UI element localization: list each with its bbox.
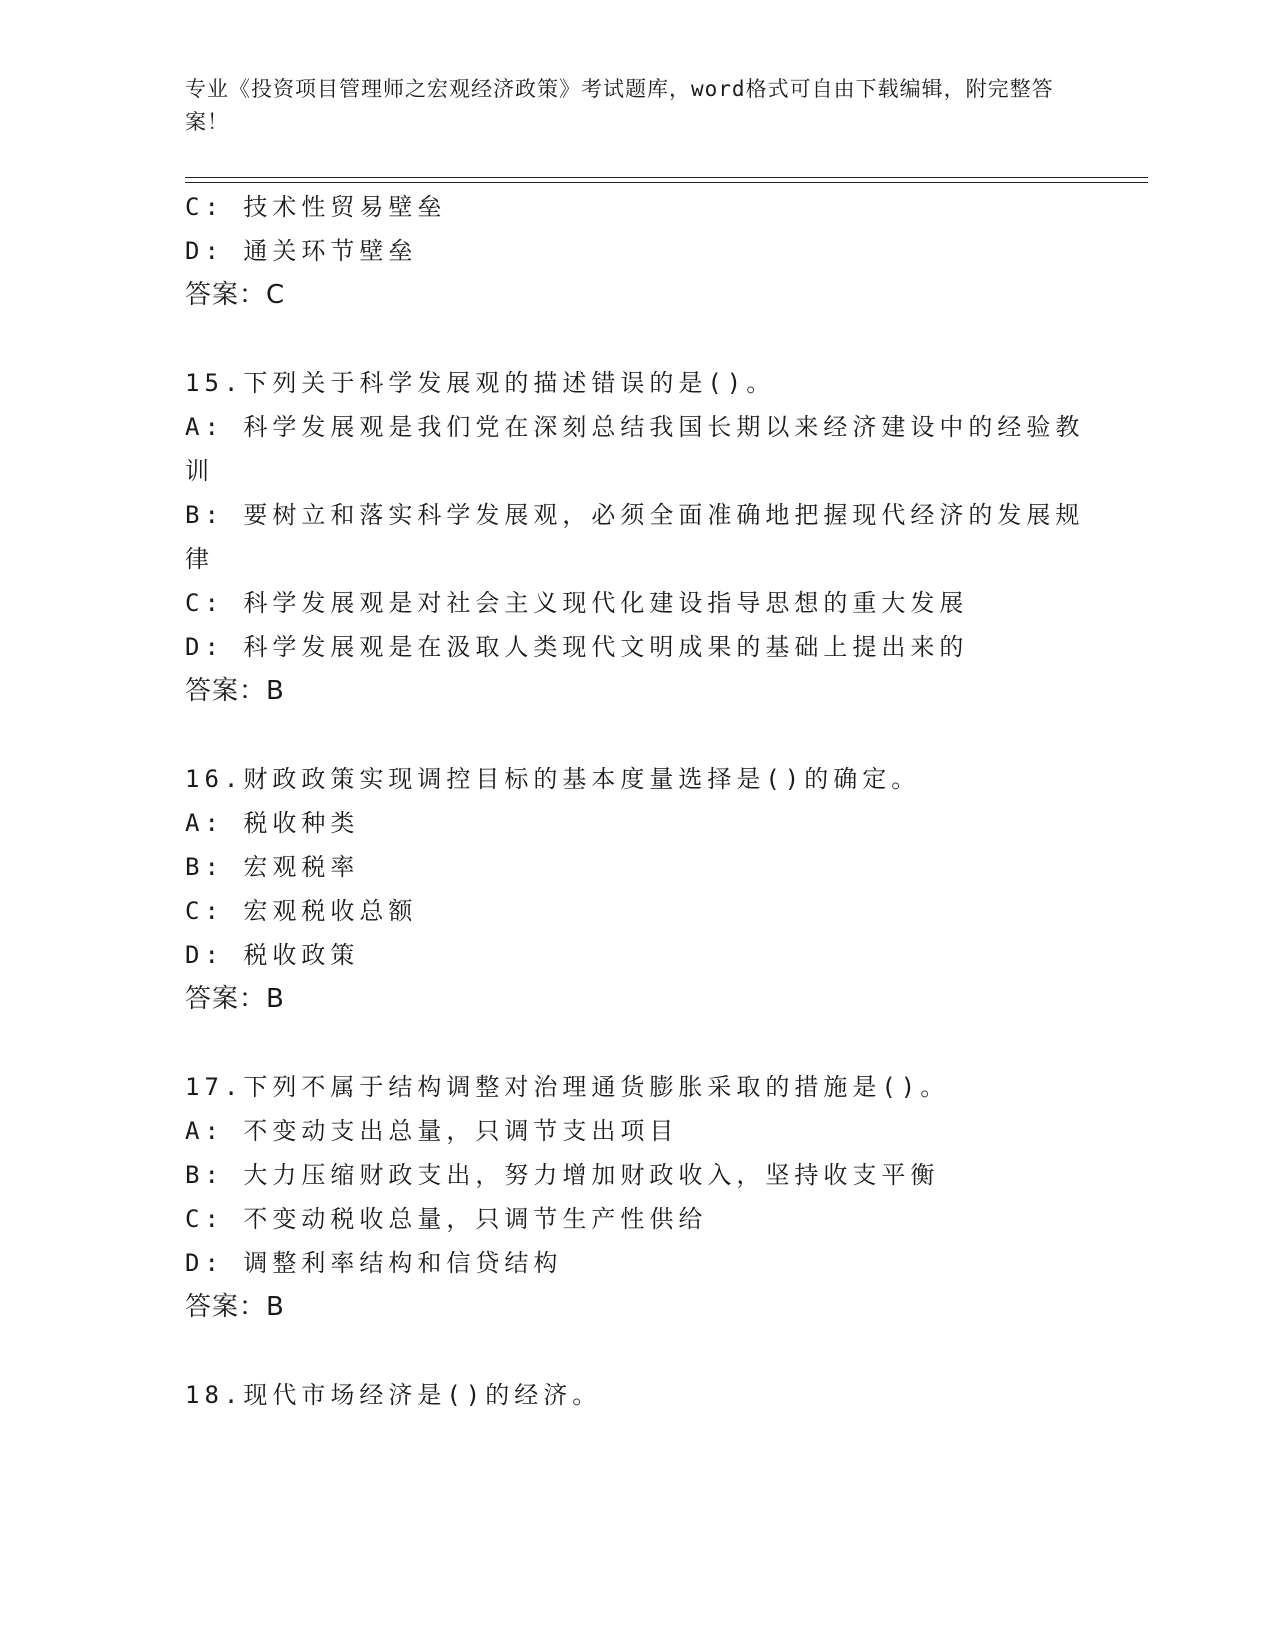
q14-option-d: D: 通关环节壁垒 (185, 237, 418, 265)
q18-stem: 18.现代市场经济是()的经济。 (185, 1381, 602, 1409)
q15-option-b-line1: B: 要树立和落实科学发展观，必须全面准确地把握现代经济的发展规 (185, 501, 1085, 529)
q15-option-d: D: 科学发展观是在汲取人类现代文明成果的基础上提出来的 (185, 633, 969, 661)
q16-option-d: D: 税收政策 (185, 941, 360, 969)
q17-stem: 17.下列不属于结构调整对治理通货膨胀采取的措施是()。 (185, 1073, 950, 1101)
header-divider-top (185, 177, 1148, 178)
q16-stem: 16.财政政策实现调控目标的基本度量选择是()的确定。 (185, 765, 921, 793)
q17-answer: 答案：B (185, 1292, 285, 1322)
q16-answer: 答案：B (185, 984, 285, 1014)
q16-option-b: B: 宏观税率 (185, 853, 360, 881)
q15-answer: 答案：B (185, 676, 285, 706)
q17-option-a: A: 不变动支出总量，只调节支出项目 (185, 1117, 679, 1145)
q15-option-a-line1: A: 科学发展观是我们党在深刻总结我国长期以来经济建设中的经验教 (185, 413, 1085, 441)
q14-answer: 答案：C (185, 280, 286, 310)
q16-option-a: A: 税收种类 (185, 809, 360, 837)
q15-option-c: C: 科学发展观是对社会主义现代化建设指导思想的重大发展 (185, 589, 969, 617)
q17-option-d: D: 调整利率结构和信贷结构 (185, 1249, 563, 1277)
q15-option-a-line2: 训 (185, 457, 214, 485)
q15-option-b-line2: 律 (185, 545, 214, 573)
q17-option-b: B: 大力压缩财政支出，努力增加财政收入，坚持收支平衡 (185, 1161, 940, 1189)
q14-option-c: C: 技术性贸易壁垒 (185, 193, 447, 221)
q15-stem: 15.下列关于科学发展观的描述错误的是()。 (185, 369, 776, 397)
q16-option-c: C: 宏观税收总额 (185, 897, 418, 925)
document-header: 专业《投资项目管理师之宏观经济政策》考试题库，word格式可自由下载编辑，附完整答案！ (185, 77, 1054, 134)
header-divider-bottom (185, 182, 1148, 183)
q17-option-c: C: 不变动税收总量，只调节生产性供给 (185, 1205, 708, 1233)
